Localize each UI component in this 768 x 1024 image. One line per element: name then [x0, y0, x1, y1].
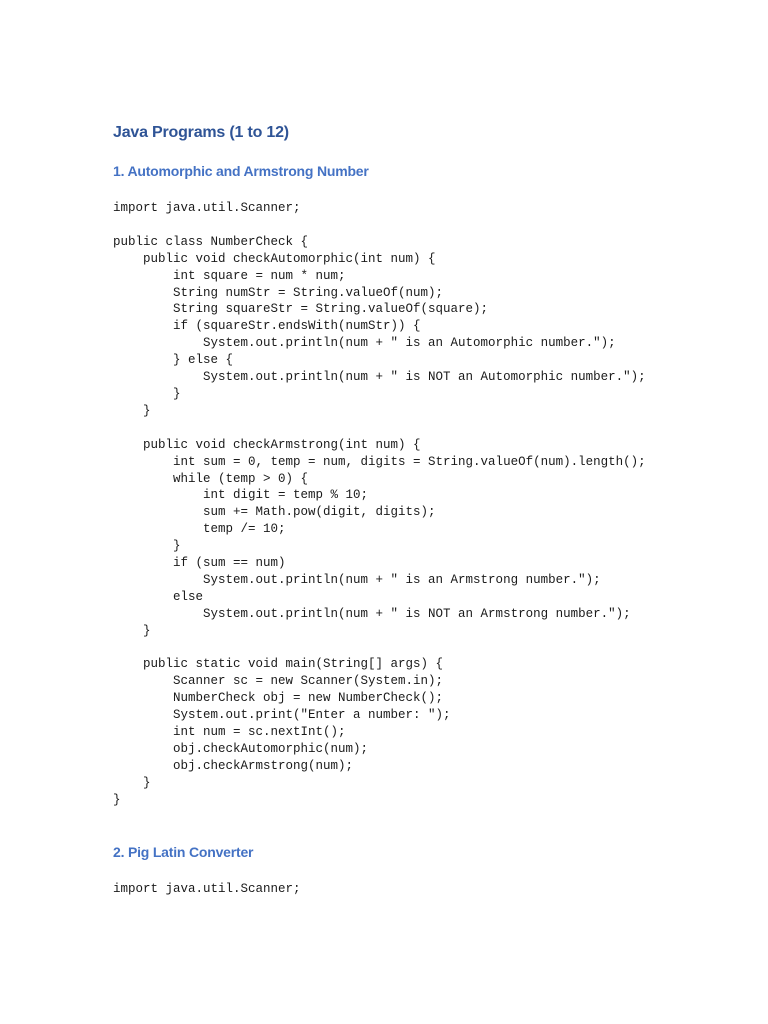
code-block-pig-latin: import java.util.Scanner; — [113, 882, 301, 896]
section-heading-pig-latin: 2. Pig Latin Converter — [113, 844, 254, 860]
code-block-number-check: import java.util.Scanner; public class NumberCheck { public void checkAutomorphic(int num) { int square = num * num; String numStr = String.valueOf(num); String squareStr = String.valueOf(square); if (squareStr.endsWith(numStr)) { System.out.println(num + " is an Automorphic number."); } else { System.out.println(num + " is NOT an Automorphic number."); } } public void checkArmstrong(int num) { int sum = 0, temp = num, digits = String.valueOf(num).length(); while (temp > 0) { int digit = temp % 10; sum += Math.pow(digit, digits); temp /= 10; } if (sum == num) System.out.println(num + " is an Armstrong number."); else System.out.println(num + " is NOT an Armstrong number."); } public static void main(String[] args) { Scanner sc = new Scanner(System.in); NumberCheck obj = new NumberCheck(); System.out.print("Enter a number: "); int num = sc.nextInt(); obj.checkAutomorphic(num); obj.checkArmstrong(num); } } — [113, 201, 646, 807]
document-title: Java Programs (1 to 12) — [113, 124, 289, 141]
section-heading-automorphic-armstrong: 1. Automorphic and Armstrong Number — [113, 163, 369, 179]
